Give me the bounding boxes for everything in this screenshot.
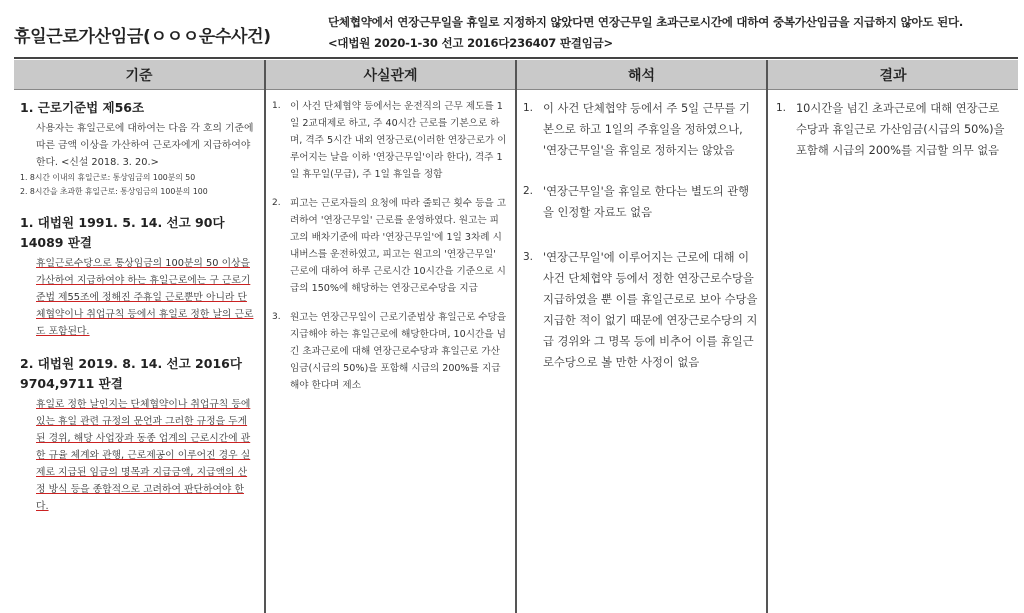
standard-body: 사용자는 휴일근로에 대하여는 다음 각 호의 기준에 따른 금액 이상을 가산하여 근로자에게 지급하여야 한다. <신설 2018. 3. 20.>: [36, 120, 256, 171]
item-text: '연장근무일'에 이루어지는 근로에 대해 이 사건 단체협약 등에서 정한 연장근로수당을 지급하였을 뿐 이를 휴일근로로 보아 수당을 지급한 적이 없기 때문에 연장근로수당의 지급 경위와 그 명목 등에 비추어 이를 휴일근로수당으로 볼 만한 사정이 없음: [543, 247, 758, 373]
item-text: 피고는 근로자들의 요청에 따라 줄퇴근 횟수 등을 고려하여 '연장근무일' 근로를 운영하였다. 원고는 피고의 배차기준에 따라 '연장근무일'에 1일 3차례 시내버스를 운전하였고, 피고는 원고의 '연장근무일' 근로에 대하여 하루 근로시간 10시간을 기준으로 시급의 150%에 해당하는 연장근로수당을 지급: [290, 195, 507, 297]
item-number: 1.: [776, 98, 796, 161]
summary-line1: 단체협약에서 연장근무일을 휴일로 지정하지 않았다면 연장근무일 초과근로시간에 대하여 중복가산임금을 지급하지 않아도 된다.: [328, 12, 1018, 33]
result-cell: [767, 90, 1018, 613]
page-title: 휴일근로가산임금(ㅇㅇㅇ운수사건): [14, 22, 271, 47]
item-number: 3.: [272, 309, 290, 394]
standards-cell: [14, 90, 265, 613]
item-number: 2.: [272, 195, 290, 297]
item-text: 원고는 연장근무일이 근로기준법상 휴일근로 수당을 지급해야 하는 휴일근로에 해당한다며, 10시간을 넘긴 초과근로에 대해 연장근로수당과 휴일근로 가산임금(시급의 50%)을 포함해 시급의 200%를 지급해야 한다며 제소: [290, 309, 507, 394]
header-interpretation: 해석: [516, 60, 767, 90]
header-result: 결과: [767, 60, 1018, 90]
list-item: [523, 98, 758, 161]
item-text: '연장근무일'을 휴일로 한다는 별도의 관행을 인정할 자료도 없음: [543, 181, 758, 223]
header-standard: 기준: [14, 60, 265, 90]
standard-body: 휴일근로수당으로 통상임금의 100분의 50 이상을 가산하여 지급하여야 하는 휴일근로에는 구 근로기준법 제55조에 정해진 주휴일 근로뿐만 아니라 단체협약이나 취업규칙 등에서 휴일로 정한 날의 근로도 포함된다.: [36, 255, 256, 340]
item-number: 1.: [523, 98, 543, 161]
table-header-row: [14, 60, 1018, 90]
interpretation-cell: [516, 90, 767, 613]
item-text: 10시간을 넘긴 초과근로에 대해 연장근로 수당과 휴일근로 가산임금(시급의 50%)을 포함해 시급의 200%를 지급할 의무 없음: [796, 98, 1010, 161]
item-number: 3.: [523, 247, 543, 373]
list-item: [272, 98, 507, 183]
item-text: 이 사건 단체협약 등에서는 운전직의 근무 제도를 1일 2교대제로 하고, 주 40시간 근로를 기본으로 하며, 격주 5시간 내외 연장근로(이러한 연장근로가 이루어지는 날을 이하 '연장근무일'이라 한다), 격주 1일 휴무일(무급), 주 1일 휴일을 정함: [290, 98, 507, 183]
top-rule: [14, 57, 1018, 59]
summary-line2: <대법원 2020-1-30 선고 2016다236407 판결임금>: [328, 33, 1018, 54]
facts-cell: [265, 90, 516, 613]
list-item: [776, 98, 1010, 161]
case-summary: [328, 12, 1018, 54]
list-item: [272, 309, 507, 394]
header-facts: 사실관계: [265, 60, 516, 90]
standard-heading: 1. 대법원 1991. 5. 14. 선고 90다14089 판결: [20, 213, 256, 253]
item-text: 이 사건 단체협약 등에서 주 5일 근무를 기본으로 하고 1일의 주휴일을 정하였으나, '연장근무일'을 휴일로 정하지는 않았음: [543, 98, 758, 161]
item-number: 2.: [523, 181, 543, 223]
list-item: [523, 247, 758, 373]
standard-heading: 1. 근로기준법 제56조: [20, 98, 256, 118]
list-item: [272, 195, 507, 297]
list-item: [523, 181, 758, 223]
table-body-row: [14, 90, 1018, 613]
standard-heading: 2. 대법원 2019. 8. 14. 선고 2016다9704,9711 판결: [20, 354, 256, 394]
case-table: [14, 60, 1018, 613]
standard-footnote: 2. 8시간을 초과한 휴일근로: 통상임금의 100분의 100: [20, 185, 256, 199]
standard-body: 휴일로 정한 날인지는 단체협약이나 취업규칙 등에 있는 휴일 관련 규정의 문언과 그러한 규정을 두게 된 경위, 해당 사업장과 동종 업계의 근로시간에 관한 규율 체계와 관행, 근로제공이 이루어진 경우 실제로 지급된 임금의 명목과 지급금액, 지급액의 산정 방식 등을 종합적으로 고려하여 판단하여야 한다.: [36, 396, 256, 515]
standard-footnote: 1. 8시간 이내의 휴일근로: 통상임금의 100분의 50: [20, 171, 256, 185]
item-number: 1.: [272, 98, 290, 183]
